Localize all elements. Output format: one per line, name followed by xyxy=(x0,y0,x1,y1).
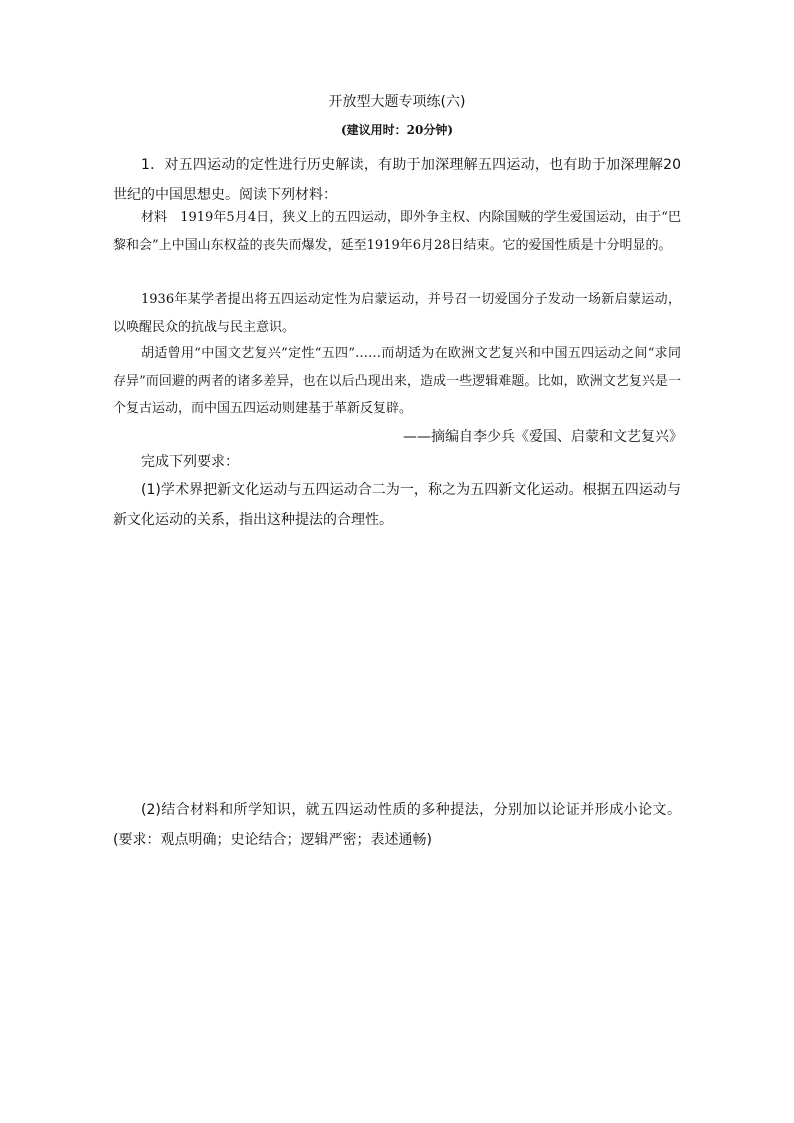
requirement-intro: 完成下列要求： xyxy=(141,454,239,470)
material-source: ——摘编自李少兵《爱国、启蒙和文艺复兴》 xyxy=(403,429,683,445)
time-suggestion: (建议用时：20分钟) xyxy=(340,123,454,137)
question-1: (1)学术界把新文化运动与五四运动合二为一，称之为五四新文化运动。根据五四运动与新文化运动的关系，指出这种提法的合理性。 xyxy=(113,482,681,528)
material-paragraph-1: 材料 1919年5月4日，狭义上的五四运动，即外争主权、内除国贼的学生爱国运动，由于“巴黎和会”上中国山东权益的丧失而爆发，延至1919年6月28日结束。它的爱国性质是十分明显的。 xyxy=(113,210,681,253)
page-title: 开放型大题专项练(六) xyxy=(328,94,466,110)
material-paragraph-3: 胡适曾用“中国文艺复兴”定性“五四”……而胡适为在欧洲文艺复兴和中国五四运动之间“求同存异”而回避的两者的诸多差异，也在以后凸现出来，造成一些逻辑难题。比如，欧洲文艺复兴是一个复古运动，而中国五四运动则建基于革新反复辟。 xyxy=(113,346,681,416)
question-intro: 1．对五四运动的定性进行历史解读，有助于加深理解五四运动，也有助于加深理解20世纪的中国思想史。阅读下列材料： xyxy=(113,157,681,203)
material-paragraph-2: 1936年某学者提出将五四运动定性为启蒙运动，并号召一切爱国分子发动一场新启蒙运动，以唤醒民众的抗战与民主意识。 xyxy=(113,292,681,335)
question-2: (2)结合材料和所学知识，就五四运动性质的多种提法，分别加以论证并形成小论文。(要求：观点明确；史论结合；逻辑严密；表述通畅) xyxy=(113,802,681,848)
